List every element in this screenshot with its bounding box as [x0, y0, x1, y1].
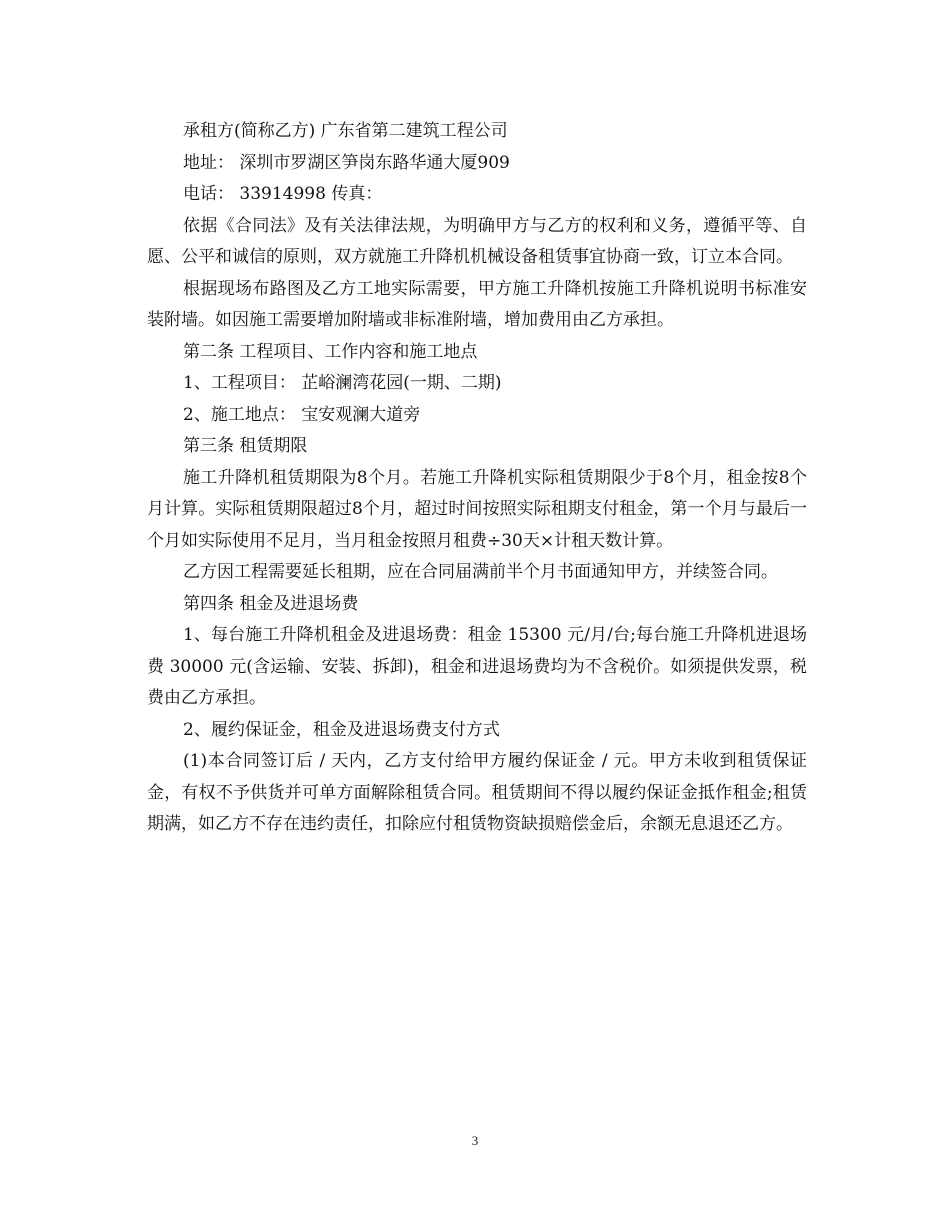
rent-fee-paragraph: 1、每台施工升降机租金及进退场费：租金 15300 元/月/台;每台施工升降机进退场费 30000 元(含运输、安装、拆卸)，租金和进退场费均为不含税价。如须提供发票，税费由乙方承担。 [147, 625, 807, 708]
deposit-paragraph: (1)本合同签订后 / 天内，乙方支付给甲方履约保证金 / 元。甲方未收到租赁保证金，有权不予供货并可单方面解除租赁合同。租赁期间不得以履约保证金抵作租金;租赁期满，如乙方不存在违约责任，扣除应付租赁物资缺损赔偿金后，余额无息退还乙方。 [147, 751, 807, 834]
article-3-heading: 第三条 租赁期限 [183, 436, 308, 456]
article-2-heading: 第二条 工程项目、工作内容和施工地点 [183, 341, 478, 362]
site-location-line: 2、施工地点： 宝安观澜大道旁 [183, 404, 421, 425]
lease-term-paragraph: 施工升降机租赁期限为8个月。若施工升降机实际租赁期限少于8个月，租金按8个月计算。实际租赁期限超过8个月，超过时间按照实际租期支付租金，第一个月与最后一个月如实际使用不足月，当月租金按照月租费÷30天×计租天数计算。 [147, 467, 807, 551]
address-line: 地址： 深圳市罗湖区笋岗东路华通大厦909 [183, 152, 510, 173]
extension-paragraph: 乙方因工程需要延长租期，应在合同届满前半个月书面通知甲方，并续签合同。 [183, 562, 778, 582]
payment-method-heading: 2、履约保证金，租金及进退场费支付方式 [183, 719, 500, 740]
lessee-line: 承租方(简称乙方) 广东省第二建筑工程公司 [183, 121, 508, 141]
article-4-heading: 第四条 租金及进退场费 [183, 593, 359, 614]
page-number: 3 [471, 1133, 479, 1148]
project-name-line: 1、工程项目： 芷峪澜湾花园(一期、二期) [183, 373, 502, 393]
phone-fax-line: 电话： 33914998 传真： [183, 184, 383, 204]
document-body [147, 116, 807, 841]
preamble-paragraph: 依据《合同法》及有关法律法规，为明确甲方与乙方的权利和义务，遵循平等、自愿、公平和诚信的原则，双方就施工升降机机械设备租赁事宜协商一致，订立本合同。 [147, 215, 807, 267]
wall-attachment-paragraph: 根据现场布路图及乙方工地实际需要，甲方施工升降机按施工升降机说明书标准安装附墙。如因施工需要增加附墙或非标准附墙，增加费用由乙方承担。 [147, 278, 807, 330]
